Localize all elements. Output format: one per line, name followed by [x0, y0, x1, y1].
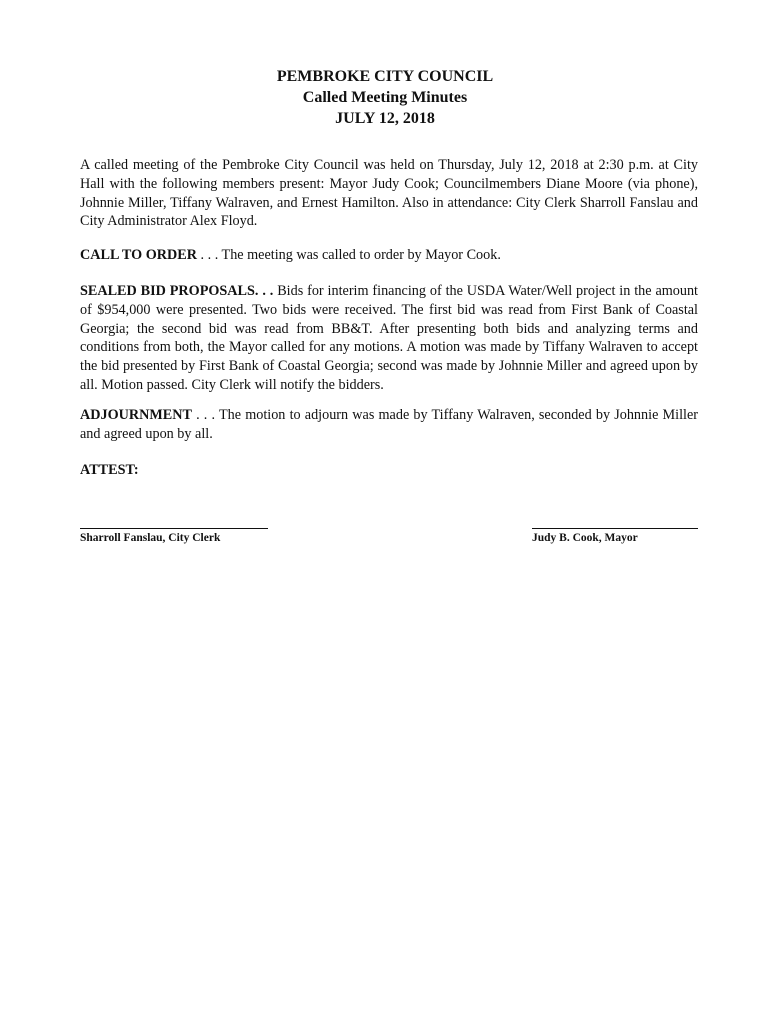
sealed-bids-paragraph	[80, 282, 698, 395]
mayor-signature-line	[532, 528, 698, 529]
adjournment-paragraph	[80, 406, 698, 444]
call-to-order-heading: CALL TO ORDER	[80, 247, 197, 263]
clerk-signature-name: Sharroll Fanslau, City Clerk	[80, 532, 221, 544]
mayor-signature-name: Judy B. Cook, Mayor	[532, 532, 638, 544]
adjournment-text: . . . The motion to adjourn was made by Tiffany Walraven, seconded by Johnnie Miller and agreed upon by all.	[80, 407, 698, 442]
sealed-bids-text: Bids for interim financing of the USDA Water/Well project in the amount of $954,000 were presented. Two bids were received. The first bid was read from First Bank of Coastal Georgia; the second bid was read from BB&T. After presenting both bids and analyzing terms and conditions from both, the Mayor called for any motions. A motion was made by Tiffany Walraven to accept the bid presented by First Bank of Coastal Georgia; second was made by Johnnie Miller and agreed upon by all. Motion passed. City Clerk will notify the bidders.	[80, 283, 699, 393]
adjournment-heading: ADJOURNMENT	[80, 407, 192, 423]
document-header	[0, 66, 770, 129]
sealed-bids-heading: SEALED BID PROPOSALS. . .	[80, 283, 274, 299]
document-title: Called Meeting Minutes	[302, 89, 468, 106]
call-to-order-paragraph	[80, 246, 698, 265]
call-to-order-text: . . . The meeting was called to order by Mayor Cook.	[196, 247, 501, 263]
meeting-date: JULY 12, 2018	[335, 110, 435, 127]
council-name: PEMBROKE CITY COUNCIL	[276, 68, 494, 85]
attest-label: ATTEST:	[80, 462, 139, 478]
clerk-signature-line	[80, 528, 268, 529]
intro-paragraph: A called meeting of the Pembroke City Council was held on Thursday, July 12, 2018 at 2:30 p.m. at City Hall with the following members present: Mayor Judy Cook; Councilmembers Diane Moore (via phone), Johnnie Miller, Tiffany Walraven, and Ernest Hamilton. Also in attendance: City Clerk Sharroll Fanslau and City Administrator Alex Floyd.	[80, 157, 698, 230]
